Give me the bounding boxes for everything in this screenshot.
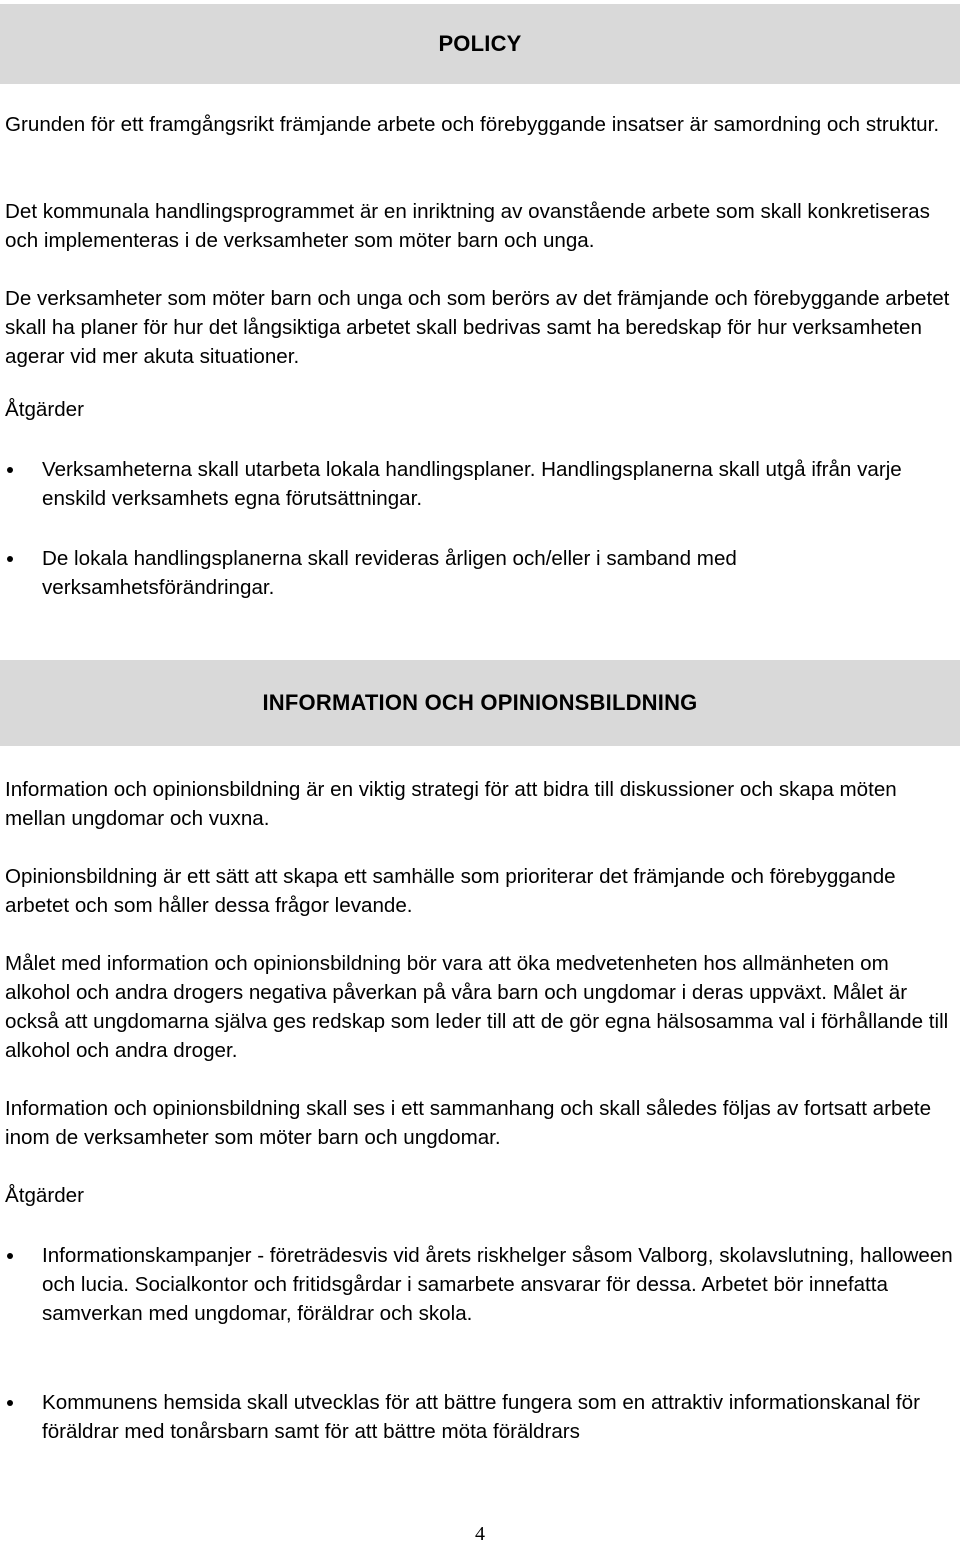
bullet-icon: [7, 1253, 13, 1259]
policy-paragraph-1: Grunden för ett framgångsrikt främjande arbete och förebyggande insatser är samordning och struktur.: [5, 113, 940, 136]
information-actions-label: Åtgärder: [5, 1184, 84, 1207]
policy-paragraph-3: De verksamheter som möter barn och unga och som berörs av det främjande och förebyggande arbetet skall ha planer för hur det långsiktiga arbetet skall bedrivas samt ha beredskap för hur verksamheten agerar vid mer akuta situationer.: [5, 287, 950, 368]
bullet-icon: [7, 556, 13, 562]
policy-paragraph-2: Det kommunala handlingsprogrammet är en inriktning av ovanstående arbete som skall konkretiseras och implementeras i de verksamheter som möter barn och unga.: [5, 200, 930, 252]
information-paragraph-2: Opinionsbildning är ett sätt att skapa ett samhälle som prioriterar det främjande och förebyggande arbetet och som håller dessa frågor levande.: [5, 865, 896, 917]
policy-heading: [0, 4, 960, 84]
policy-actions-label: Åtgärder: [5, 398, 84, 421]
information-action-text-2: Kommunens hemsida skall utvecklas för att bättre fungera som en attraktiv informationskanal för föräldrar med tonårsbarn samt för att bättre möta föräldrars: [42, 1391, 920, 1443]
information-heading: [0, 660, 960, 746]
policy-action-text-1: Verksamheterna skall utarbeta lokala handlingsplaner. Handlingsplanerna skall utgå ifrån varje enskild verksamhets egna förutsättningar.: [42, 458, 902, 510]
bullet-icon: [7, 467, 13, 473]
bullet-icon: [7, 1400, 13, 1406]
policy-heading-text: POLICY: [438, 31, 522, 56]
page-number: 4: [475, 1523, 485, 1545]
information-paragraph-4: Information och opinionsbildning skall ses i ett sammanhang och skall således följas av fortsatt arbete inom de verksamheter som möter barn och ungdomar.: [5, 1097, 932, 1149]
information-action-text-1: Informationskampanjer - företrädesvis vid årets riskhelger såsom Valborg, skolavslutning, halloween och lucia. Socialkontor och fritidsgårdar i samarbete ansvarar för dessa. Arbetet bör innefatta samverkan med ungdomar, föräldrar och skola.: [42, 1244, 953, 1325]
information-paragraph-1: Information och opinionsbildning är en viktig strategi för att bidra till diskussioner och skapa möten mellan ungdomar och vuxna.: [5, 778, 897, 830]
policy-action-text-2: De lokala handlingsplanerna skall revideras årligen och/eller i samband med verksamhetsförändringar.: [42, 547, 737, 599]
information-heading-text: INFORMATION OCH OPINIONSBILDNING: [262, 690, 698, 715]
information-paragraph-3: Målet med information och opinionsbildning bör vara att öka medvetenheten hos allmänheten om alkohol och andra drogers negativa påverkan på våra barn och ungdomar i deras uppväxt. Målet är också att ungdomarna själva ges redskap som leder till att de gör egna hälsosamma val i förhållande till alkohol och andra droger.: [5, 952, 949, 1062]
